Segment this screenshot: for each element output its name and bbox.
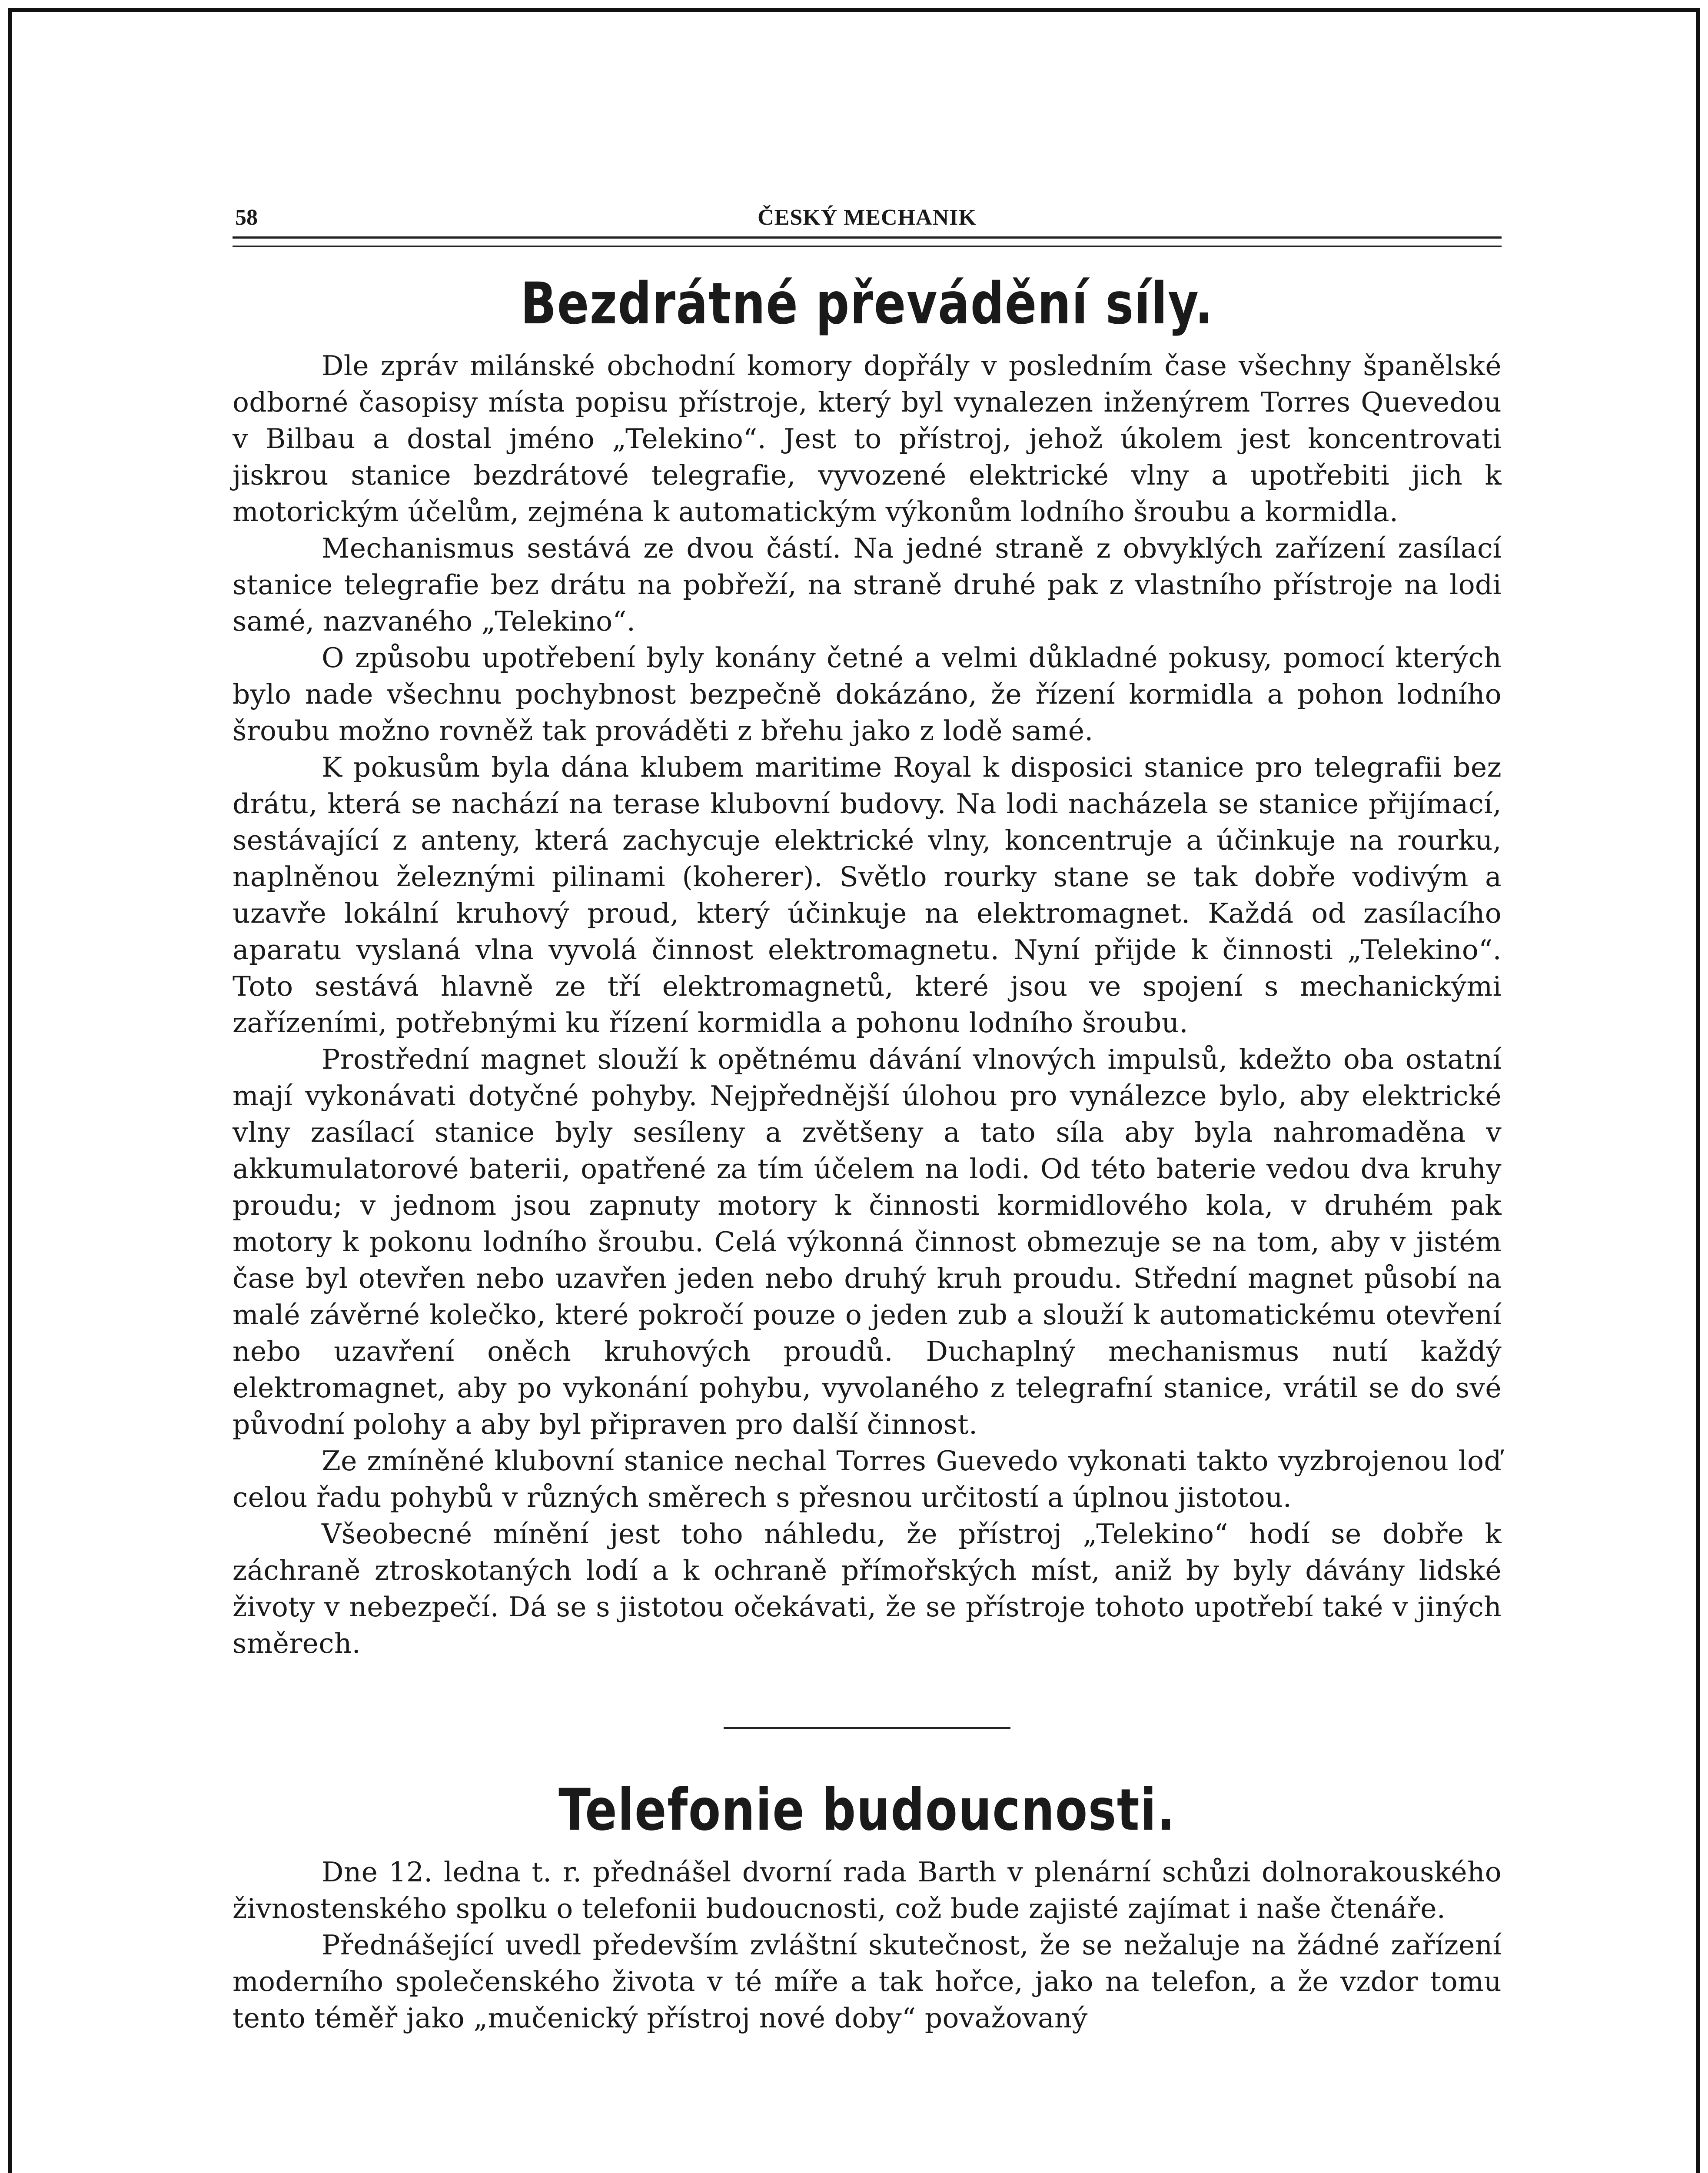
paragraph: Mechanismus sestává ze dvou částí. Na jedné straně z obvyklých zařízení zasílací stanice telegrafie bez drátu na pobřeží, na straně druhé pak z vlastního přístroje na lodi samé, nazvaného „Telekino“. — [233, 532, 1502, 637]
page-number: 58 — [235, 205, 258, 230]
section-separator-rule — [724, 1727, 1010, 1729]
running-header — [233, 203, 1502, 233]
article-title-future-telephony: Telefonie budoucnosti. — [558, 1777, 1176, 1844]
paragraph: Prostřední magnet slouží k opětnému dávání vlnových impulsů, kdežto oba ostatní mají vykonávati dotyčné pohyby. Nejpřednější úlohou pro vynálezce bylo, aby elektrické vlny zasílací stanice byly sesíleny a zvětšeny a tato síla aby byla nahromaděna v akkumulatorové baterii, opatřené za tím účelem na lodi. Od této baterie vedou dva kruhy proudu; v jednom jsou zapnuty motory k činnosti kormidlového kola, v druhém pak motory k pokonu lodního šroubu. Celá výkonná činnost obmezuje se na tom, aby v jistém čase byl otevřen nebo uzavřen jeden nebo druhý kruh proudu. Střední magnet působí na malé závěrné kolečko, které pokročí pouze o jeden zub a slouží k automatickému otevření nebo uzavření oněch kruhových proudů. Duchaplný mechanismus nutí každý elektromagnet, aby po vykonání pohybu, vyvolaného z telegrafní stanice, vrátil se do své původní polohy a aby byl připraven pro další činnost. — [233, 1043, 1502, 1440]
article-title-wireless-power: Bezdrátné převádění síly. — [520, 270, 1214, 337]
paragraph: O způsobu upotřebení byly konány četné a velmi důkladné pokusy, pomocí kterých bylo nade všechnu pochybnost bezpečně dokázáno, že řízení kormidla a pohon lodního šroubu možno rovněž tak prováděti z břehu jako z lodě samé. — [233, 642, 1502, 747]
paragraph: Ze zmíněné klubovní stanice nechal Torres Guevedo vykonati takto vyzbrojenou loď celou řadu pohybů v různých směrech s přesnou určitostí a úplnou jistotou. — [233, 1445, 1502, 1513]
paragraph: Dle zpráv milánské obchodní komory dopřály v posledním čase všechny španělské odborné časopisy místa popisu přístroje, který byl vynalezen inženýrem Torres Quevedou v Bilbau a dostal jméno „Telekino“. Jest to přístroj, jehož úkolem jest koncentrovati jiskrou stanice bezdrátové telegrafie, vyvozené elektrické vlny a upotřebiti jich k motorickým účelům, zejména k automatickým výkonům lodního šroubu a kormidla. — [233, 350, 1502, 528]
header-double-rule — [233, 236, 1502, 247]
paragraph: Všeobecné mínění jest toho náhledu, že přístroj „Telekino“ hodí se dobře k záchraně ztroskotaných lodí a k ochraně přímořských míst, aniž by byly dávány lidské životy v nebezpečí. Dá se s jistotou očekávati, že se přístroje tohoto upotřebí také v jiných směrech. — [233, 1518, 1502, 1659]
paragraph: K pokusům byla dána klubem maritime Royal k disposici stanice pro telegrafii bez drátu, která se nachází na terase klubovní budovy. Na lodi nacházela se stanice přijímací, sestávající z anteny, která zachycuje elektrické vlny, koncentruje a účinkuje na rourku, naplněnou železnými pilinami (koherer). Světlo rourky stane se tak dobře vodivým a uzavře lokální kruhový proud, který účinkuje na elektromagnet. Každá od zasílacího aparatu vyslaná vlna vyvolá činnost elektromagnetu. Nyní přijde k činnosti „Telekino“. Toto sestává hlavně ze tří elektromagnetů, které jsou ve spojení s mechanickými zařízeními, potřebnými ku řízení kormidla a pohonu lodního šroubu. — [233, 751, 1502, 1039]
paragraph: Přednášející uvedl především zvláštní skutečnost, že se nežaluje na žádné zařízení moderního společenského života v té míře a tak hořce, jako na telefon, a že vzdor tomu tento téměř jako „mučenický přístroj nové doby“ považovaný — [233, 1929, 1502, 2034]
paragraph: Dne 12. ledna t. r. přednášel dvorní rada Barth v plenární schůzi dolnorakouského živnostenského spolku o telefonii budoucnosti, což bude zajisté zajímat i naše čtenáře. — [233, 1856, 1502, 1924]
article-body-future-telephony — [233, 1854, 1502, 2037]
article-body-wireless-power — [233, 348, 1502, 1662]
journal-title: ČESKÝ MECHANIK — [758, 205, 977, 230]
page-content — [233, 203, 1502, 2037]
